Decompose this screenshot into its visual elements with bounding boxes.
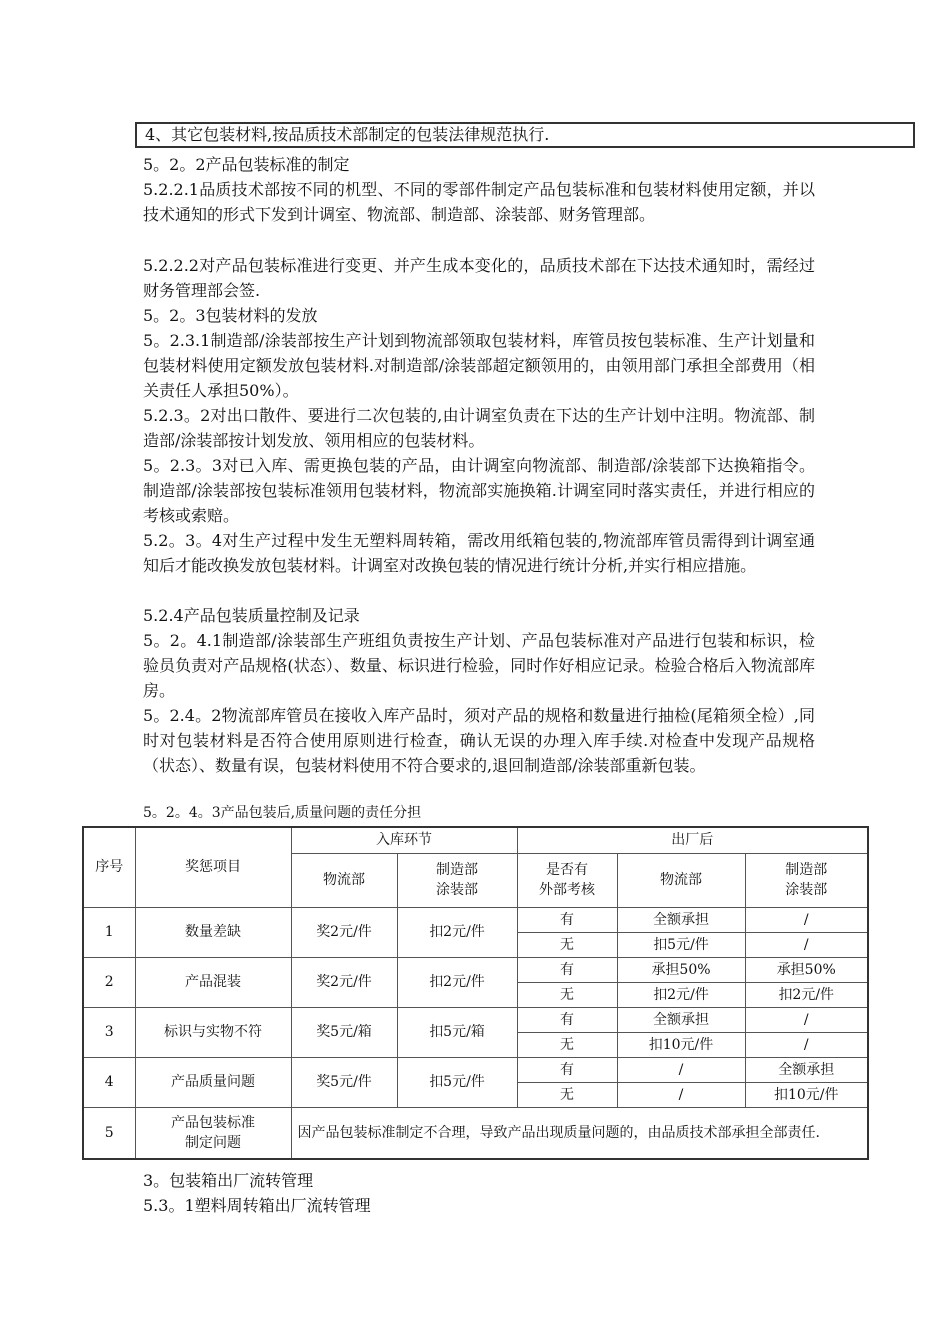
row3-in-logistics: 奖5元/箱 <box>291 1007 397 1057</box>
row1-in-mfg: 扣2元/件 <box>397 907 517 957</box>
row2-ext-yes: 有 <box>517 957 617 982</box>
row1-ext-yes: 有 <box>517 907 617 932</box>
row4-no-mfg: 扣10元/件 <box>745 1082 868 1107</box>
row1-no-mfg: / <box>745 932 868 957</box>
row4-in-mfg: 扣5元/件 <box>397 1057 517 1107</box>
header-item: 奖惩项目 <box>135 827 291 907</box>
row1-in-logistics: 奖2元/件 <box>291 907 397 957</box>
row3-no-mfg: / <box>745 1032 868 1057</box>
row2-ext-no: 无 <box>517 982 617 1007</box>
heading-5-2-3: 5。2。3包装材料的发放 <box>143 306 318 325</box>
table-caption: 5。2。4。3产品包装后,质量问题的责任分担 <box>143 805 422 821</box>
responsibility-table <box>82 826 869 1160</box>
row2-yes-logistics: 承担50% <box>617 957 745 982</box>
row3-no: 3 <box>83 1007 135 1057</box>
row4-item: 产品质量问题 <box>135 1057 291 1107</box>
row5-item: 产品包装标准 制定问题 <box>135 1107 291 1159</box>
row3-ext-no: 无 <box>517 1032 617 1057</box>
row3-in-mfg: 扣5元/箱 <box>397 1007 517 1057</box>
row3-ext-yes: 有 <box>517 1007 617 1032</box>
row1-ext-no: 无 <box>517 932 617 957</box>
row3-item: 标识与实物不符 <box>135 1007 291 1057</box>
clause-5-2-4-1: 5。2。4.1制造部/涂装部生产班组负责按生产计划、产品包装标准对产品进行包装和标识，检验员负责对产品规格(状态）、数量、标识进行检验，同时作好相应记录。检验合格后入物流部库房。 <box>143 631 815 700</box>
row2-in-mfg: 扣2元/件 <box>397 957 517 1007</box>
row1-no-logistics: 扣5元/件 <box>617 932 745 957</box>
row2-yes-mfg: 承担50% <box>745 957 868 982</box>
header-warehousing: 入库环节 <box>291 827 517 853</box>
clause-5-2-3-2: 5.2.3。2对出口散件、要进行二次包装的,由计调室负责在下达的生产计划中注明。物流部、制造部/涂装部按计划发放、领用相应的包装材料。 <box>143 406 815 450</box>
row4-ext-yes: 有 <box>517 1057 617 1082</box>
heading-3: 3。包装箱出厂流转管理 <box>143 1171 314 1190</box>
row2-in-logistics: 奖2元/件 <box>291 957 397 1007</box>
heading-5-2-2: 5。2。2产品包装标准的制定 <box>143 155 350 174</box>
header-in-logistics: 物流部 <box>291 853 397 907</box>
clause-5-2-3-1: 5。2.3.1制造部/涂装部按生产计划到物流部领取包装材料，库管员按包装标准、生产计划量和包装材料使用定额发放包装材料.对制造部/涂装部超定额领用的，由领用部门承担全部费用（相关责任人承担50%）。 <box>143 331 815 400</box>
header-out-mfg: 制造部 涂装部 <box>745 853 868 907</box>
header-after-shipment: 出厂后 <box>517 827 868 853</box>
header-in-mfg: 制造部 涂装部 <box>397 853 517 907</box>
row1-yes-mfg: / <box>745 907 868 932</box>
heading-5-2-4: 5.2.4产品包装质量控制及记录 <box>143 606 360 625</box>
row2-no-logistics: 扣2元/件 <box>617 982 745 1007</box>
row1-item: 数量差缺 <box>135 907 291 957</box>
row1-no: 1 <box>83 907 135 957</box>
header-out-logistics: 物流部 <box>617 853 745 907</box>
clause-5-2-3-3: 5。2.3。3对已入库、需更换包装的产品，由计调室向物流部、制造部/涂装部下达换箱指令。制造部/涂装部按包装标准领用包装材料，物流部实施换箱.计调室同时落实责任，并进行相应的考核或索赔。 <box>143 456 815 525</box>
boxed-clause: 4、其它包装材料,按品质技术部制定的包装法律规范执行. <box>135 122 915 148</box>
row2-no: 2 <box>83 957 135 1007</box>
row4-no-logistics: / <box>617 1082 745 1107</box>
header-no: 序号 <box>83 827 135 907</box>
row4-yes-mfg: 全额承担 <box>745 1057 868 1082</box>
clause-5-2-4-2: 5。2.4。2物流部库管员在接收入库产品时，须对产品的规格和数量进行抽检(尾箱须全检）,同时对包装材料是否符合使用原则进行检查，确认无误的办理入库手续.对检查中发现产品规格（状态）、数量有误，包装材料使用不符合要求的,退回制造部/涂装部重新包装。 <box>143 706 815 775</box>
row3-yes-mfg: / <box>745 1007 868 1032</box>
row5-no: 5 <box>83 1107 135 1159</box>
row2-item: 产品混装 <box>135 957 291 1007</box>
header-external: 是否有 外部考核 <box>517 853 617 907</box>
row2-no-mfg: 扣2元/件 <box>745 982 868 1007</box>
row3-no-logistics: 扣10元/件 <box>617 1032 745 1057</box>
row4-in-logistics: 奖5元/件 <box>291 1057 397 1107</box>
row5-description: 因产品包装标准制定不合理，导致产品出现质量问题的，由品质技术部承担全部责任. <box>291 1107 868 1159</box>
clause-5-2-2-2: 5.2.2.2对产品包装标准进行变更、并产生成本变化的，品质技术部在下达技术通知时，需经过财务管理部会签. <box>143 256 815 300</box>
clause-5-2-3-4: 5.2。3。4对生产过程中发生无塑料周转箱，需改用纸箱包装的,物流部库管员需得到计调室通知后才能改换发放包装材料。计调室对改换包装的情况进行统计分析,并实行相应措施。 <box>143 531 815 575</box>
row4-no: 4 <box>83 1057 135 1107</box>
row4-yes-logistics: / <box>617 1057 745 1082</box>
row1-yes-logistics: 全额承担 <box>617 907 745 932</box>
row4-ext-no: 无 <box>517 1082 617 1107</box>
clause-5-2-2-1: 5.2.2.1品质技术部按不同的机型、不同的零部件制定产品包装标准和包装材料使用定额，并以技术通知的形式下发到计调室、物流部、制造部、涂装部、财务管理部。 <box>143 180 815 224</box>
heading-5-3-1: 5.3。1塑料周转箱出厂流转管理 <box>143 1196 371 1215</box>
row3-yes-logistics: 全额承担 <box>617 1007 745 1032</box>
